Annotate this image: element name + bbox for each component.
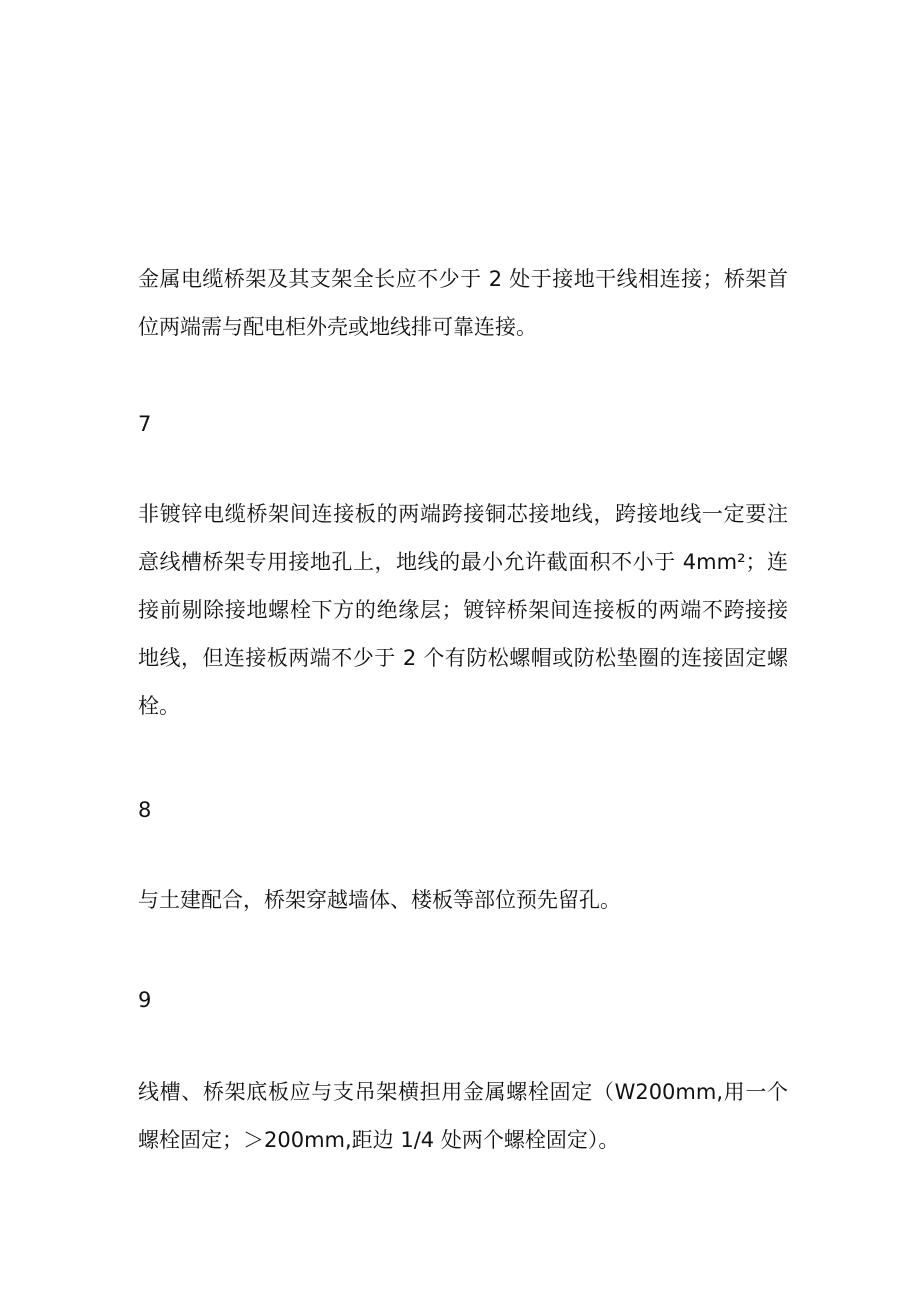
paragraph-bolt-fixing: 线槽、桥架底板应与支吊架横担用金属螺栓固定（W200mm,用一个螺栓固定；＞200mm,距边 1/4 处两个螺栓固定）。 — [138, 1080, 788, 1152]
section-number-7: 7 — [138, 412, 152, 436]
section-number-8: 8 — [138, 798, 152, 822]
paragraph-reserved-holes: 与土建配合，桥架穿越墙体、楼板等部位预先留孔。 — [138, 888, 621, 912]
section-number-9: 9 — [138, 988, 152, 1012]
paragraph-bridging-ground-wire: 非镀锌电缆桥架间连接板的两端跨接铜芯接地线，跨接地线一定要注意线槽桥架专用接地孔上，地线的最小允许截面积不小于 4mm²；连接前剔除接地螺栓下方的绝缘层；镀锌桥架间连接板的两端不跨接接地线，但连接板两端不少于 2 个有防松螺帽或防松垫圈的连接固定螺栓。 — [138, 502, 788, 718]
paragraph-grounding-connection: 金属电缆桥架及其支架全长应不少于 2 处于接地干线相连接；桥架首位两端需与配电柜外壳或地线排可靠连接。 — [138, 267, 788, 339]
